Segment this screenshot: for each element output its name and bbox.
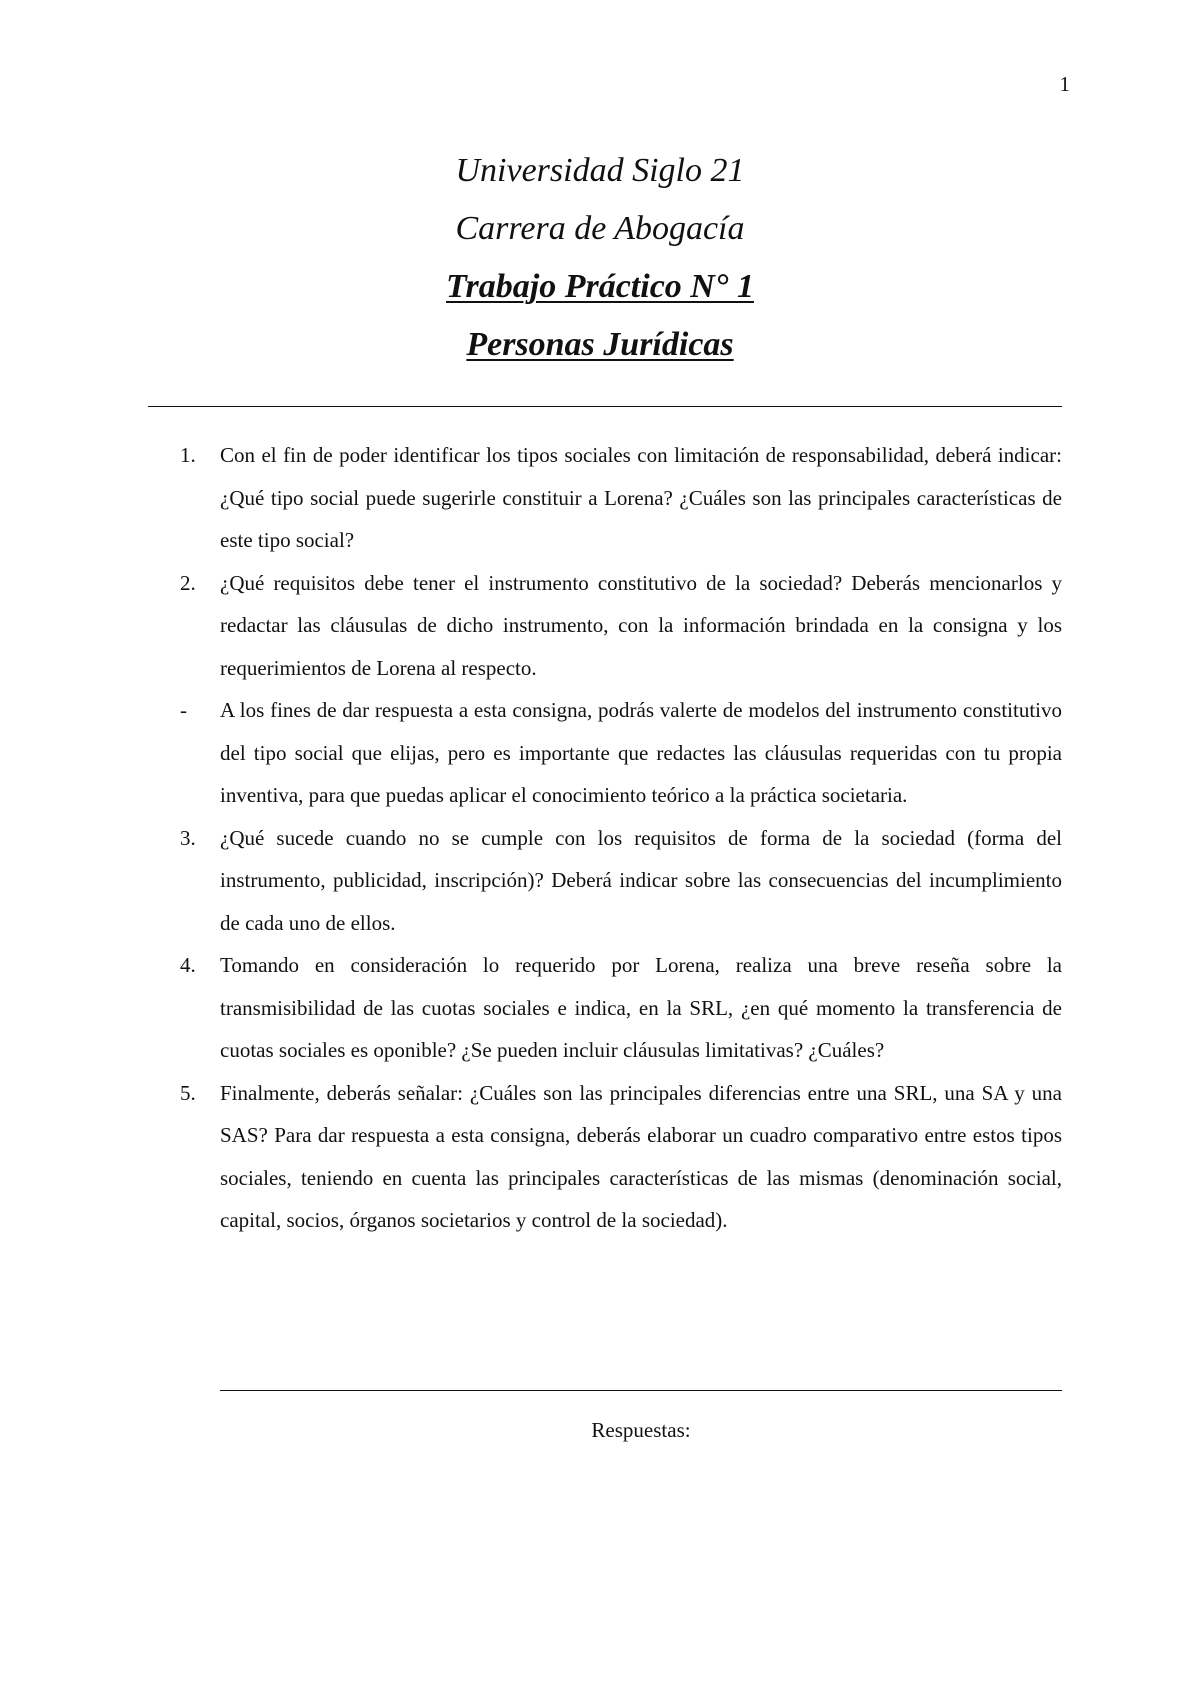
question-text: Tomando en consideración lo requerido por Lorena, realiza una breve reseña sobre la transmisibilidad de las cuotas sociales e indica, en la SRL, ¿en qué momento la transferencia de cuotas sociales es oponible? ¿Se pueden incluir cláusulas limitativas? ¿Cuáles? [220,953,1062,1062]
question-item [148,944,1062,1072]
questions-list [148,434,1062,1242]
question-marker: 4. [180,953,196,977]
question-marker: 5. [180,1080,196,1105]
career-title: Carrera de Abogacía [455,210,745,247]
question-text: Finalmente, deberás señalar: ¿Cuáles son las principales diferencias entre una SRL, una SA y una SAS? Para dar respuesta a esta consigna, deberás elaborar un cuadro comparativo entre estos tipos sociales, teniendo en cuenta las principales características de las mismas (denominación social, capital, socios, órganos societarios y control de la sociedad). [220,1080,1062,1232]
question-text: ¿Qué requisitos debe tener el instrumento constitutivo de la sociedad? Deberás mencionarlos y redactar las cláusulas de dicho instrumento, con la información brindada en la consigna y los requerimientos de Lorena al respecto. [220,570,1062,680]
question-marker: 2. [180,570,196,595]
university-title: Universidad Siglo 21 [455,152,745,189]
question-item [148,562,1062,690]
question-item [148,1072,1062,1242]
question-item [148,817,1062,945]
document-title-block [0,142,1200,374]
top-divider [148,406,1062,407]
bottom-divider [220,1390,1062,1391]
question-text: Con el fin de poder identificar los tipos sociales con limitación de responsabilidad, deberá indicar: ¿Qué tipo social puede sugerirle constituir a Lorena? ¿Cuáles son las principales características de este tipo social? [220,443,1062,552]
instruction-note [148,689,1062,817]
assignment-title: Trabajo Práctico N° 1 [446,268,754,305]
question-marker: 3. [180,825,196,850]
topic-title: Personas Jurídicas [466,326,734,363]
answers-label: Respuestas: [591,1418,691,1442]
note-marker: - [180,698,187,722]
question-marker: 1. [180,443,196,467]
note-text: A los fines de dar respuesta a esta consigna, podrás valerte de modelos del instrumento constitutivo del tipo social que elijas, pero es importante que redactes las cláusulas requeridas con tu propia inventiva, para que puedas aplicar el conocimiento teórico a la práctica societaria. [220,698,1062,807]
page-number: 1 [1059,72,1070,96]
question-item [148,434,1062,562]
question-text: ¿Qué sucede cuando no se cumple con los requisitos de forma de la sociedad (forma del instrumento, publicidad, inscripción)? Deberá indicar sobre las consecuencias del incumplimiento de cada uno de ellos. [220,825,1062,935]
